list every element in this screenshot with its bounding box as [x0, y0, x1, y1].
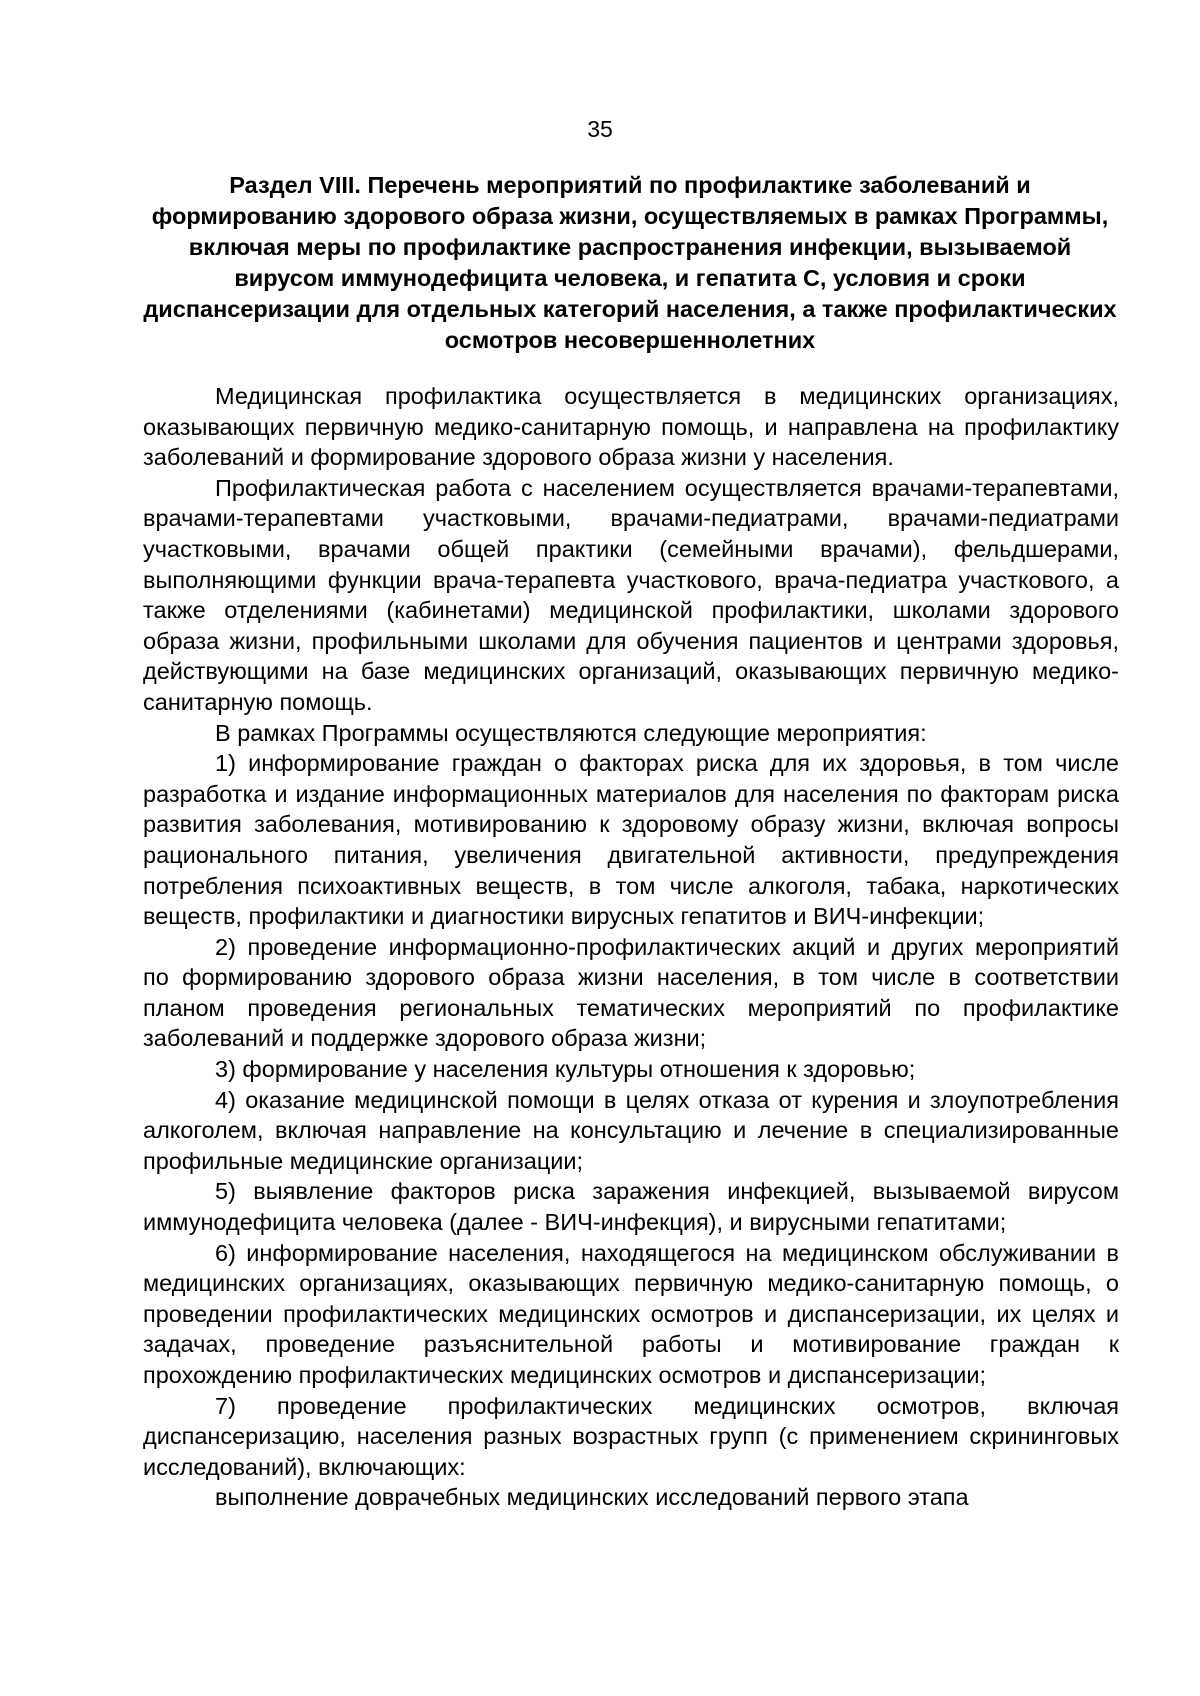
page-number: 35 — [587, 116, 613, 142]
section-title: Раздел VIII. Перечень мероприятий по профилактике заболеваний и формированию здорового образа жизни, осуществляемых в рамках Программы, включая меры по профилактике распространения инфекции, вызываемой вирусом иммунодефицита человека, и гепатита С, условия и сроки диспансеризации для отдельных категорий населения, а также профилактических осмотров несовершеннолетних — [143, 172, 1117, 353]
body-text — [143, 381, 1119, 1513]
list-item: 2) проведение информационно-профилактических акций и других мероприятий по формированию здорового образа жизни населения, в том числе в соответствии планом проведения региональных тематических мероприятий по профилактике заболеваний и поддержке здорового образа жизни; — [143, 933, 1119, 1052]
list-item: 7) проведение профилактических медицинских осмотров, включая диспансеризацию, населения разных возрастных групп (с применением скрининговых исследований), включающих: — [143, 1392, 1119, 1480]
list-item: 3) формирование у населения культуры отношения к здоровью; — [215, 1056, 916, 1083]
paragraph: Медицинская профилактика осуществляется в медицинских организациях, оказывающих первичную медико-санитарную помощь, и направлена на профилактику заболеваний и формирование здорового образа жизни у населения. — [143, 383, 1119, 471]
list-item: 5) выявление факторов риска заражения инфекцией, вызываемой вирусом иммунодефицита человека (далее - ВИЧ-инфекция), и вирусными гепатитами; — [143, 1178, 1119, 1236]
list-item: 1) информирование граждан о факторах риска для их здоровья, в том числе разработка и издание информационных материалов для населения по факторам риска развития заболевания, мотивированию к здоровому образу жизни, включая вопросы рационального питания, увеличения двигательной активности, предупреждения потребления психоактивных веществ, в том числе алкоголя, табака, наркотических веществ, профилактики и диагностики вирусных гепатитов и ВИЧ-инфекции; — [143, 750, 1119, 930]
paragraph: В рамках Программы осуществляются следующие мероприятия: — [215, 719, 927, 746]
paragraph: выполнение доврачебных медицинских исследований первого этапа — [215, 1484, 969, 1511]
paragraph: Профилактическая работа с населением осуществляется врачами-терапевтами, врачами-терапевтами участковыми, врачами-педиатрами, врачами-педиатрами участковыми, врачами общей практики (семейными врачами), фельдшерами, выполняющими функции врача-терапевта участкового, врача-педиатра участкового, а также отделениями (кабинетами) медицинской профилактики, школами здорового образа жизни, профильными школами для обучения пациентов и центрами здоровья, действующими на базе медицинских организаций, оказывающих первичную медико-санитарную помощь. — [143, 474, 1119, 715]
list-item: 4) оказание медицинской помощи в целях отказа от курения и злоупотребления алкоголем, включая направление на консультацию и лечение в специализированные профильные медицинские организации; — [143, 1086, 1119, 1174]
list-item: 6) информирование населения, находящегося на медицинском обслуживании в медицинских организациях, оказывающих первичную медико-санитарную помощь, о проведении профилактических медицинских осмотров и диспансеризации, их целях и задачах, проведение разъяснительной работы и мотивирование граждан к прохождению профилактических медицинских осмотров и диспансеризации; — [143, 1239, 1119, 1388]
